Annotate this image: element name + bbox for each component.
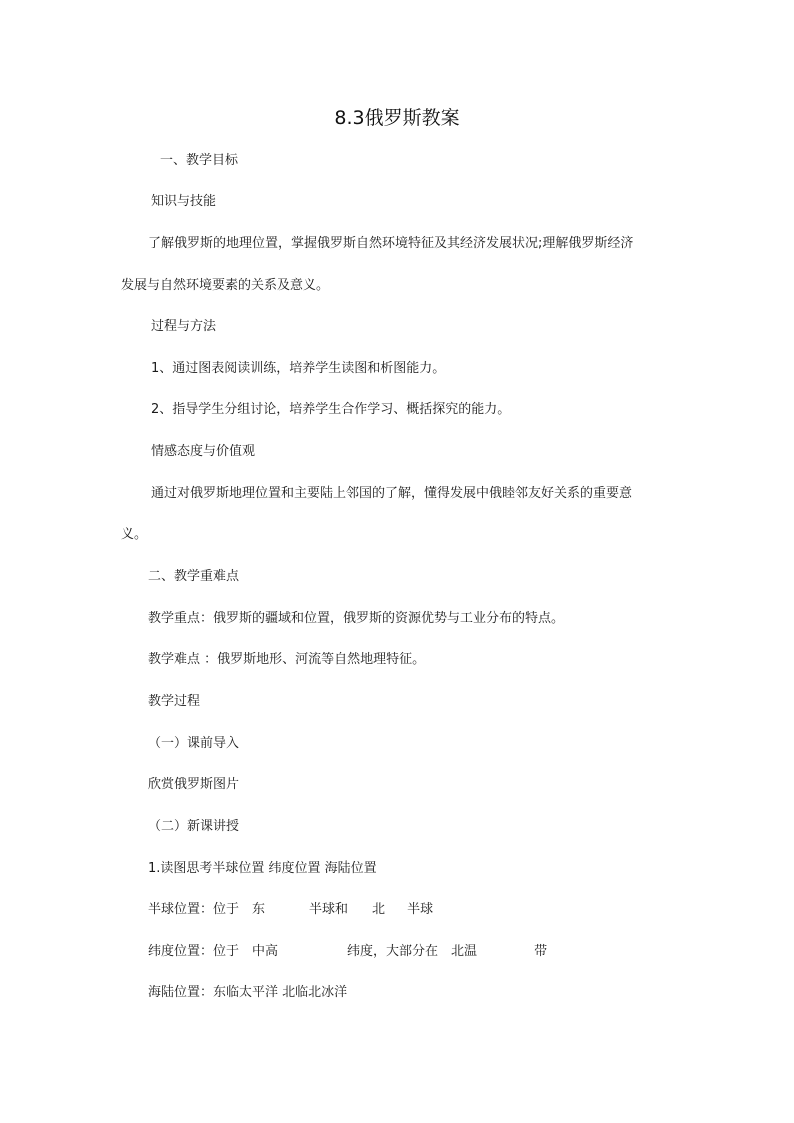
step-new-lesson-heading: （二）新课讲授 xyxy=(148,819,240,834)
latitude-end: 带 xyxy=(534,944,548,959)
section-heading-objectives: 一、教学目标 xyxy=(160,153,239,168)
step-intro-heading: （一）课前导入 xyxy=(148,736,240,751)
latitude-answer-2: 北温 xyxy=(451,944,478,959)
paragraph-attitude-line1: 通过对俄罗斯地理位置和主要陆上邻国的了解，懂得发展中俄睦邻友好关系的重要意 xyxy=(151,486,633,501)
latitude-label: 纬度位置：位于 xyxy=(148,944,240,959)
difficult-point-text: 教学难点 ：俄罗斯地形、河流等自然地理特征。 xyxy=(148,652,426,667)
section-heading-key-points: 二、教学重难点 xyxy=(148,569,240,584)
hemisphere-line xyxy=(148,901,433,919)
step-intro-text: 欣赏俄罗斯图片 xyxy=(148,777,240,792)
paragraph-knowledge-line1: 了解俄罗斯的地理位置，掌握俄罗斯自然环境特征及其经济发展状况;理解俄罗斯经济 xyxy=(148,236,634,251)
question-1: 1.读图思考半球位置 纬度位置 海陆位置 xyxy=(148,861,377,876)
hemisphere-answer-2: 北 xyxy=(372,902,386,917)
subheading-process: 教学过程 xyxy=(148,694,201,709)
document-title: 8.3俄罗斯教案 xyxy=(334,107,460,129)
latitude-line xyxy=(148,943,547,961)
key-point-text: 教学重点：俄罗斯的疆域和位置，俄罗斯的资源优势与工业分布的特点。 xyxy=(148,611,565,626)
methods-item-2: 2、指导学生分组讨论，培养学生合作学习、概括探究的能力。 xyxy=(151,402,511,417)
paragraph-attitude-line2: 义。 xyxy=(121,527,148,542)
methods-item-1: 1、通过图表阅读训练，培养学生读图和析图能力。 xyxy=(151,361,446,376)
subheading-knowledge: 知识与技能 xyxy=(151,194,217,209)
latitude-mid: 纬度，大部分在 xyxy=(347,944,439,959)
latitude-answer-1: 中高 xyxy=(252,944,279,959)
hemisphere-answer-1: 东 xyxy=(252,902,266,917)
paragraph-knowledge-line2: 发展与自然环境要素的关系及意义。 xyxy=(121,278,330,293)
subheading-attitude: 情感态度与价值观 xyxy=(151,444,256,459)
hemisphere-mid: 半球和 xyxy=(309,902,349,917)
sea-land-position: 海陆位置：东临太平洋 北临北冰洋 xyxy=(148,985,348,1000)
hemisphere-label: 半球位置：位于 xyxy=(148,902,240,917)
subheading-methods: 过程与方法 xyxy=(151,319,217,334)
hemisphere-end: 半球 xyxy=(407,902,434,917)
